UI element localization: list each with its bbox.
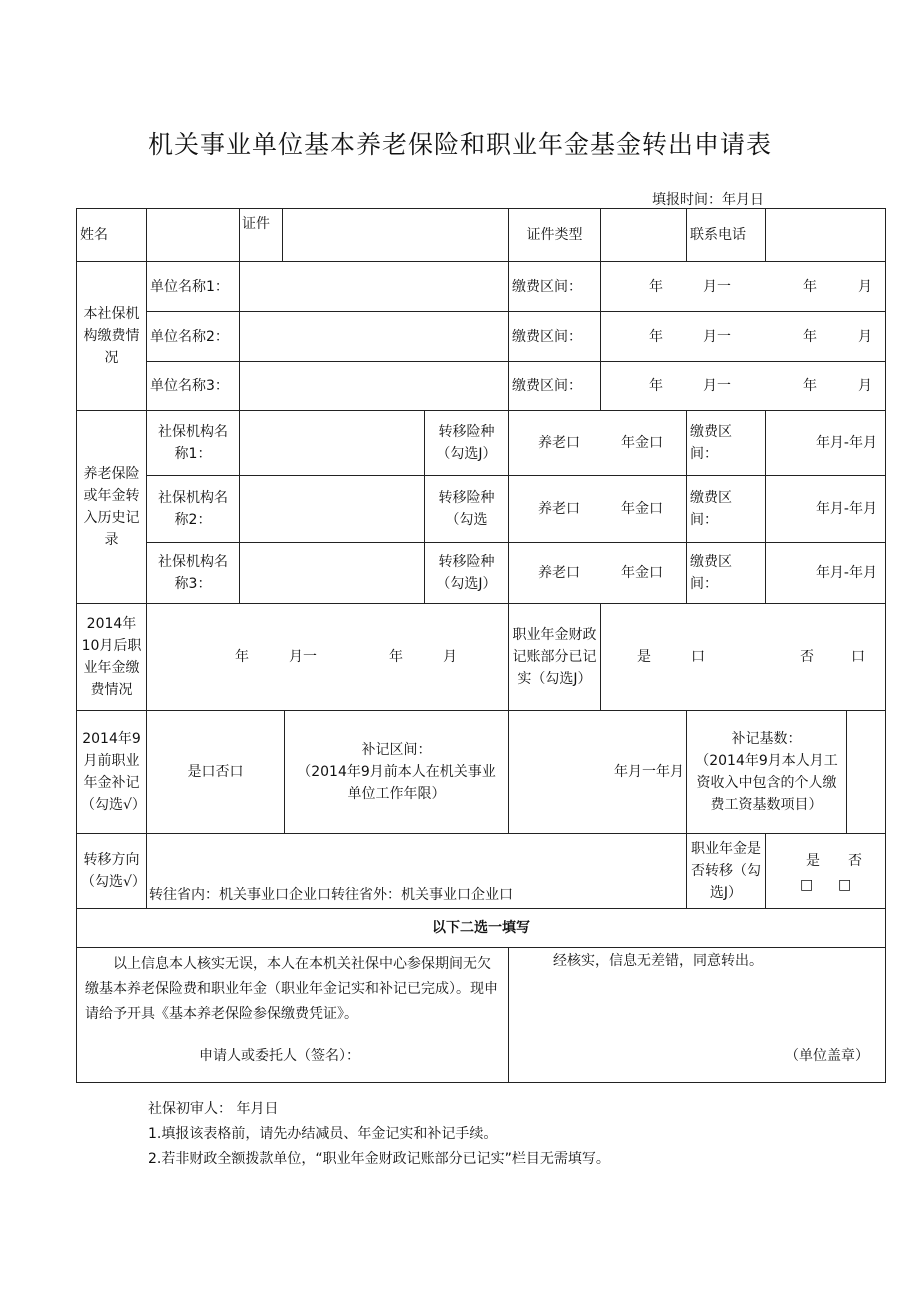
period-month-end: 月 xyxy=(858,378,872,394)
transfer-direction-label: 转移方向（勾选√） xyxy=(76,833,147,909)
supplement-interval-value[interactable]: 年月一年月 xyxy=(508,710,687,834)
section-current-contributions-label: 本社保机构缴费情况 xyxy=(76,261,147,411)
annuity-checkbox[interactable]: 年金口 xyxy=(621,435,663,451)
period-field-1[interactable] xyxy=(600,261,886,312)
period-year-end: 年 xyxy=(803,278,817,295)
note-1: 1.填报该表格前，请先办结减员、年金记实和补记手续。 xyxy=(148,1126,498,1142)
org-name-label-2: 社保机构名称2： xyxy=(146,475,240,543)
period-month-end: 月 xyxy=(443,649,457,665)
annuity-transfer-options[interactable] xyxy=(765,833,886,909)
org-name-field-1[interactable] xyxy=(239,410,425,476)
period-year-start: 年 xyxy=(235,649,249,665)
declaration-text: 以上信息本人核实无误，本人在本机关社保中心参保期间无欠缴基本养老保险费和职业年金（职业年金记实和补记已完成）。现申请给予开具《基本养老保险参保缴费凭证》。 xyxy=(85,956,498,1022)
unit-name-field-2[interactable] xyxy=(239,311,509,362)
annuity-transfer-yes-checkbox[interactable]: □ xyxy=(800,877,814,893)
period-month-start: 月一 xyxy=(289,649,317,665)
supplement-base-note: （2014年9月本人月工资收入中包含的个人缴费工资基数项目） xyxy=(695,753,838,813)
reviewer-line: 社保初审人： 年月日 xyxy=(148,1101,279,1117)
seal-label: （单位盖章） xyxy=(785,1048,869,1064)
period-year-start: 年 xyxy=(649,278,663,295)
post-2014-period-field[interactable] xyxy=(146,603,509,711)
choose-one-banner: 以下二选一填写 xyxy=(76,908,886,948)
org-name-field-2[interactable] xyxy=(239,475,425,543)
verification-text: 经核实，信息无差错，同意转出。 xyxy=(553,953,763,969)
history-period-value-2[interactable]: 年月-年月 xyxy=(765,475,886,543)
annuity-transfer-no-checkbox[interactable]: □ xyxy=(838,877,852,893)
org-name-field-3[interactable] xyxy=(239,542,425,604)
ledger-recorded-label: 职业年金财政记账部分已记实（勾选J） xyxy=(508,603,601,711)
period-year-start: 年 xyxy=(649,378,663,394)
period-month-end: 月 xyxy=(858,278,872,295)
transfer-type-options-1[interactable] xyxy=(508,410,687,476)
history-period-label-3: 缴费区间： xyxy=(686,542,766,604)
pension-checkbox[interactable]: 养老口 xyxy=(538,565,580,581)
annuity-transfer-label: 职业年金是否转移（勾选J） xyxy=(686,833,766,909)
period-month-end: 月 xyxy=(858,328,872,345)
period-label-1: 缴费区间： xyxy=(508,261,601,312)
org-name-label-3: 社保机构名称3： xyxy=(146,542,240,604)
transfer-type-options-3[interactable] xyxy=(508,542,687,604)
transfer-type-options-2[interactable] xyxy=(508,475,687,543)
period-year-end: 年 xyxy=(803,328,817,345)
history-period-value-1[interactable]: 年月-年月 xyxy=(765,410,886,476)
period-month-start: 月一 xyxy=(703,328,731,345)
history-period-label-2: 缴费区间： xyxy=(686,475,766,543)
period-month-start: 月一 xyxy=(703,378,731,394)
ledger-yes-label: 是 xyxy=(637,649,651,665)
period-label-3: 缴费区间： xyxy=(508,361,601,411)
period-year-start: 年 xyxy=(649,328,663,345)
signature-label: 申请人或委托人（签名）： xyxy=(199,1048,360,1064)
transfer-direction-options-cell[interactable] xyxy=(146,833,687,909)
pension-checkbox[interactable]: 养老口 xyxy=(538,501,580,517)
transfer-type-label-3: 转移险种（勾选J） xyxy=(424,542,509,604)
unit-name-label-3: 单位名称3： xyxy=(146,361,240,411)
unit-name-label-2: 单位名称2： xyxy=(146,311,240,362)
note-2: 2.若非财政全额拨款单位，“职业年金财政记账部分已记实”栏目无需填写。 xyxy=(148,1151,610,1167)
period-year-end: 年 xyxy=(803,378,817,394)
supplement-base-label-cell xyxy=(686,710,847,834)
supplement-base-label: 补记基数： xyxy=(731,731,802,747)
ledger-recorded-options[interactable] xyxy=(600,603,886,711)
unit-name-field-3[interactable] xyxy=(239,361,509,411)
supplement-base-field[interactable] xyxy=(846,710,886,834)
period-year-end: 年 xyxy=(389,649,403,665)
verification-cell[interactable] xyxy=(508,947,886,1083)
supplement-interval-label: 补记区间： xyxy=(361,742,432,758)
transfer-direction-options[interactable]: 转往省内：机关事业口企业口转往省外：机关事业口企业口 xyxy=(149,887,513,903)
section-transfer-history-label: 养老保险或年金转入历史记录 xyxy=(76,410,147,604)
ledger-no-checkbox[interactable]: 口 xyxy=(851,649,865,665)
footer-notes xyxy=(148,1097,610,1172)
declaration-cell xyxy=(76,947,509,1083)
name-field[interactable] xyxy=(146,208,240,262)
annuity-checkbox[interactable]: 年金口 xyxy=(621,565,663,581)
period-field-3[interactable] xyxy=(600,361,886,411)
cert-type-label: 证件类型 xyxy=(508,208,601,262)
history-period-value-3[interactable]: 年月-年月 xyxy=(765,542,886,604)
ledger-no-label: 否 xyxy=(800,649,814,665)
annuity-transfer-no-label: 否 xyxy=(848,853,862,869)
annuity-transfer-yes-label: 是 xyxy=(806,853,820,869)
period-field-2[interactable] xyxy=(600,311,886,362)
period-month-start: 月一 xyxy=(703,278,731,295)
org-name-label-1: 社保机构名称1： xyxy=(146,410,240,476)
phone-field[interactable] xyxy=(765,208,886,262)
supplement-choice[interactable]: 是口否口 xyxy=(146,710,285,834)
transfer-type-label-2: 转移险种（勾选 xyxy=(424,475,509,543)
annuity-checkbox[interactable]: 年金口 xyxy=(621,501,663,517)
cert-type-field[interactable] xyxy=(600,208,687,262)
history-period-label-1: 缴费区间： xyxy=(686,410,766,476)
name-label: 姓名 xyxy=(76,208,147,262)
unit-name-label-1: 单位名称1： xyxy=(146,261,240,312)
period-label-2: 缴费区间： xyxy=(508,311,601,362)
fill-time: 填报时间：年月日 xyxy=(652,192,764,208)
form-title: 机关事业单位基本养老保险和职业年金基金转出申请表 xyxy=(147,130,772,159)
unit-name-field-1[interactable] xyxy=(239,261,509,312)
transfer-type-label-1: 转移险种（勾选J） xyxy=(424,410,509,476)
phone-label: 联系电话 xyxy=(686,208,766,262)
pension-checkbox[interactable]: 养老口 xyxy=(538,435,580,451)
section-pre-2014-supplement-label: 2014年9月前职业年金补记（勾选√） xyxy=(76,710,147,834)
supplement-interval-note: （2014年9月前本人在机关事业单位工作年限） xyxy=(297,764,496,802)
section-post-2014-annuity-label: 2014年10月后职业年金缴费情况 xyxy=(76,603,147,711)
cert-label: 证件 xyxy=(239,208,283,262)
cert-number-field[interactable] xyxy=(282,208,509,262)
supplement-interval-label-cell xyxy=(284,710,509,834)
ledger-yes-checkbox[interactable]: 口 xyxy=(691,649,705,665)
